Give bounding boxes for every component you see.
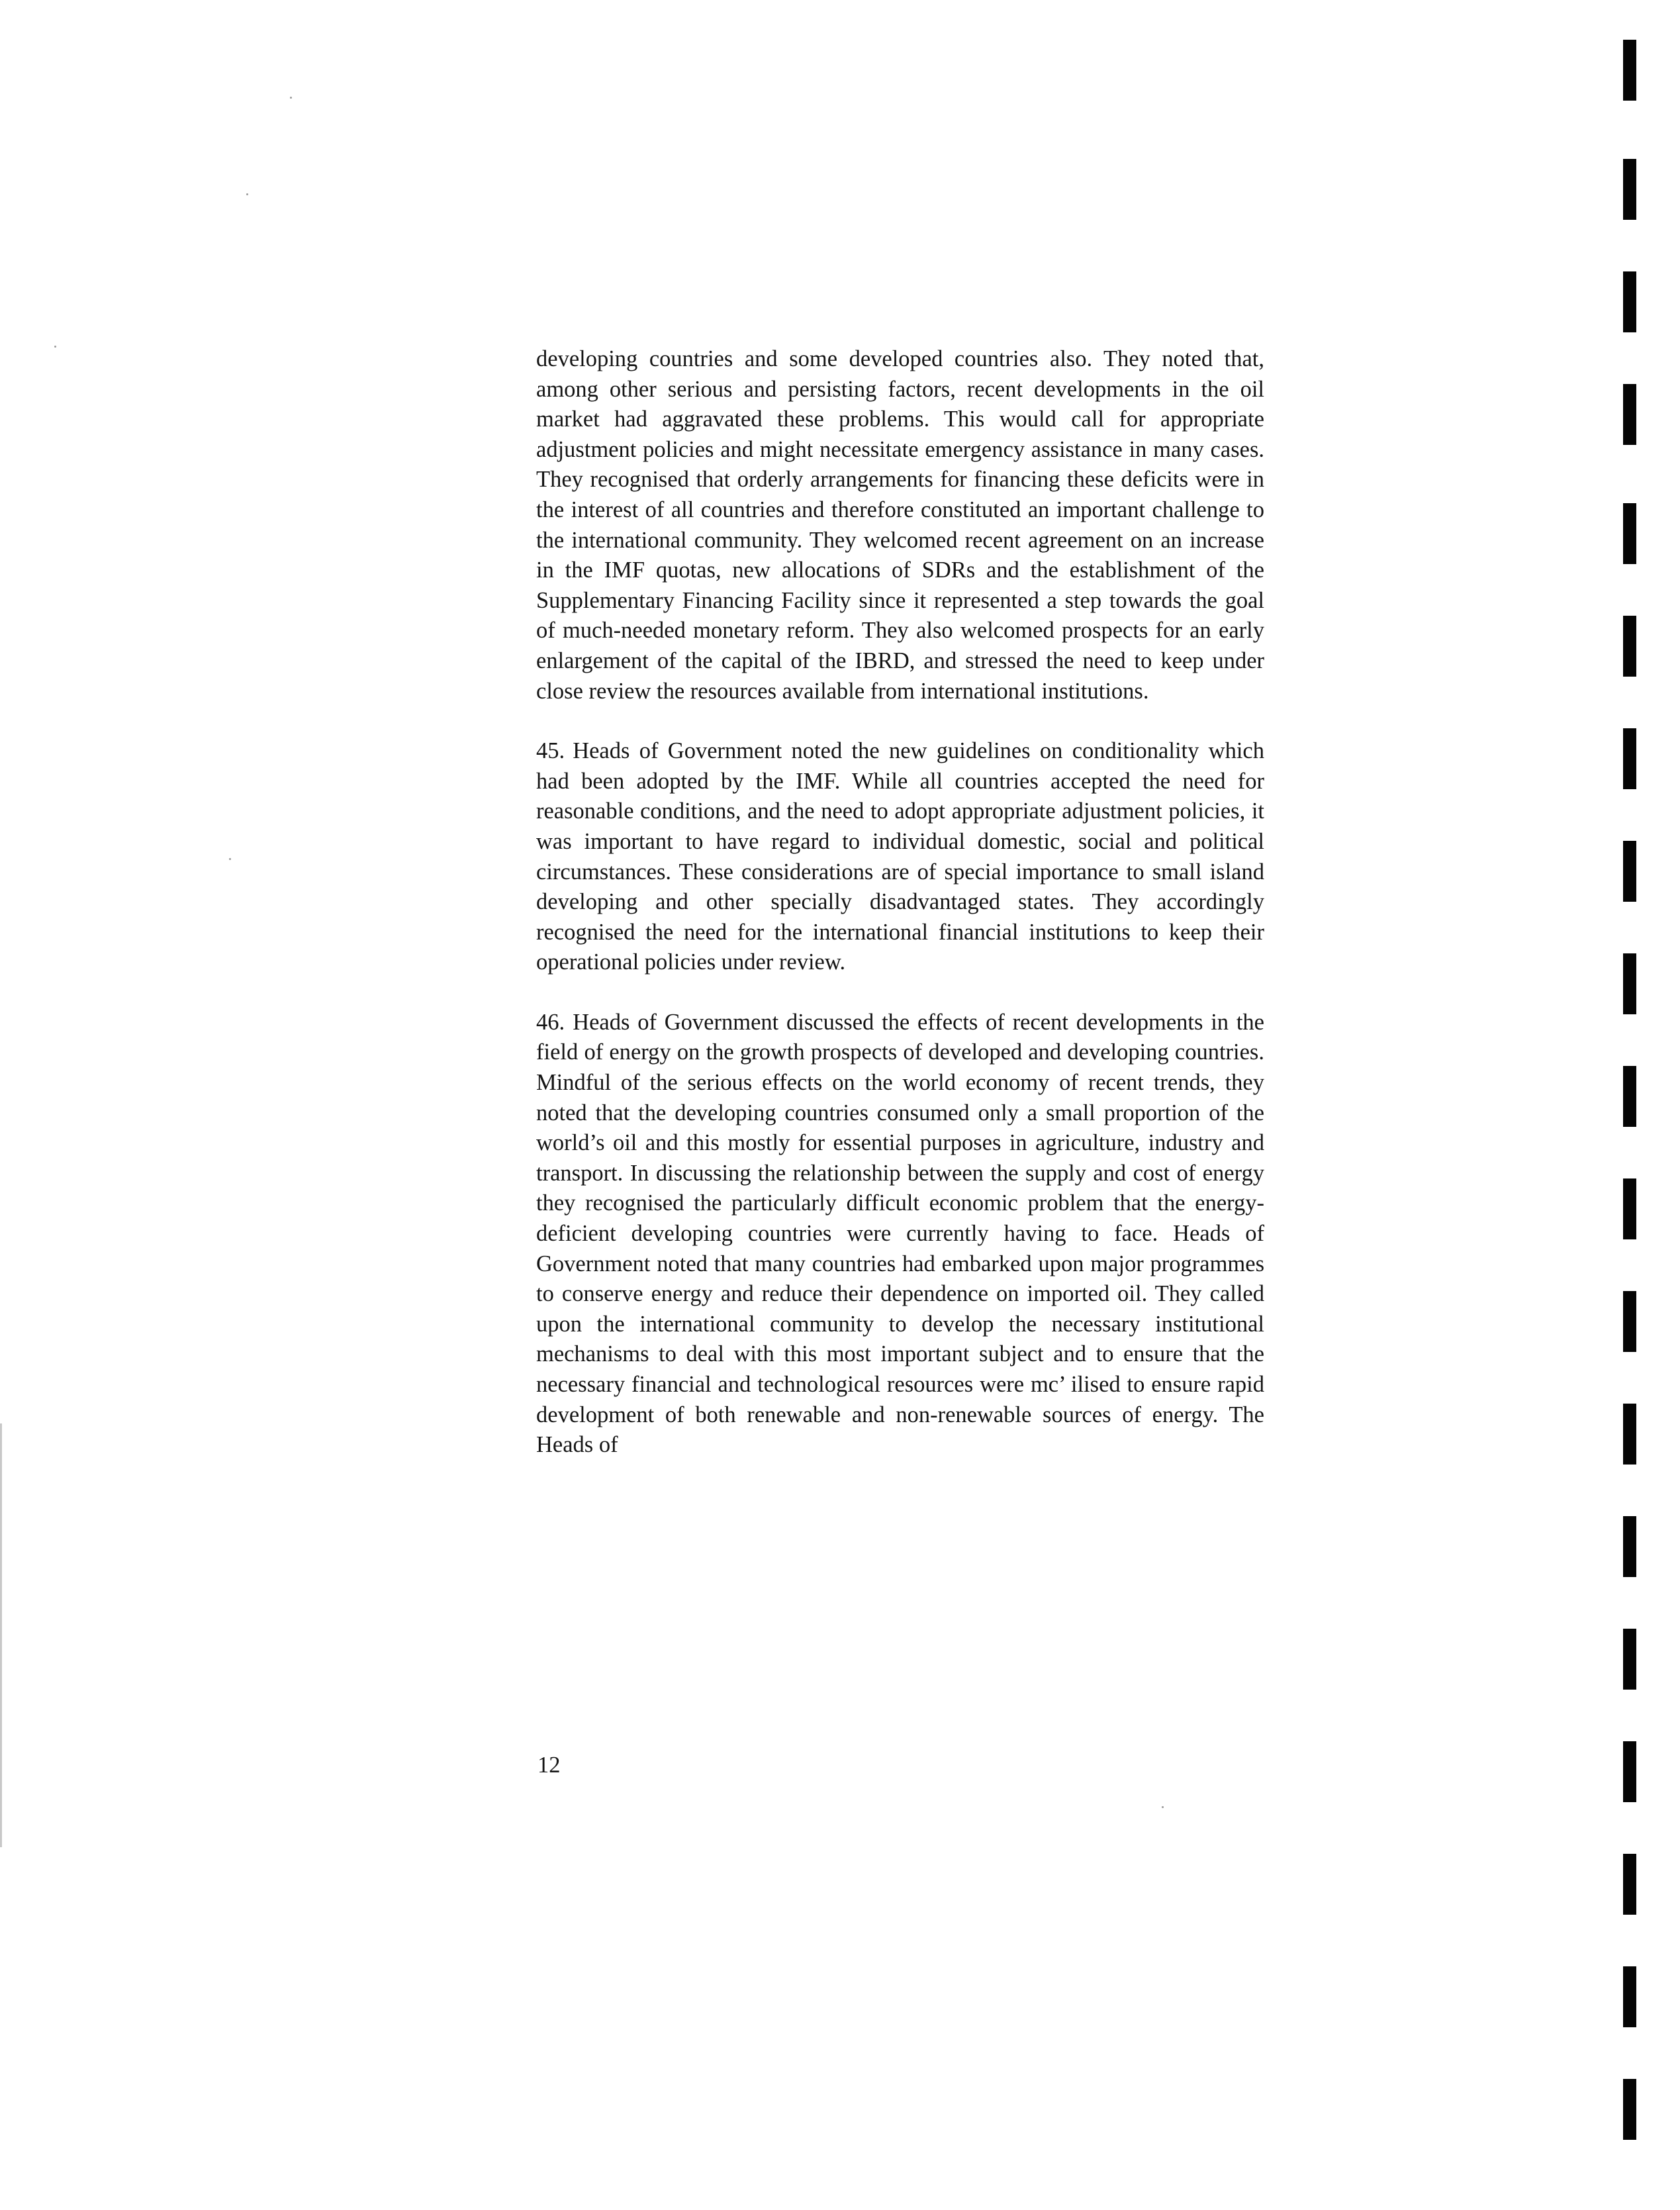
binding-punch-mark xyxy=(1623,1966,1636,2027)
paragraph-continued xyxy=(536,344,1264,706)
binding-punch-mark xyxy=(1623,953,1636,1014)
binding-punch-mark xyxy=(1623,2079,1636,2140)
binding-punch-mark xyxy=(1623,616,1636,677)
paragraph-46 xyxy=(536,1008,1264,1461)
binding-punch-mark xyxy=(1623,1291,1636,1352)
binding-punch-mark xyxy=(1623,1516,1636,1577)
paragraph-text: developing countries and some developed countries also. They noted that, among other serious and persisting factors, recent developments in the oil market had aggravated these problems. This would call for appropriate adjustment policies and might necessitate emergency assistance in many cases. They recognised that orderly arrangements for financing these deficits were in the interest of all countries and therefore constituted an important challenge to the international community. They welcomed recent agreement on an increase in the IMF quotas, new allocations of SDRs and the establishment of the Supplementary Financing Facility since it represented a step towards the goal of much-needed monetary reform. They also welcomed prospects for an early enlargement of the capital of the IBRD, and stressed the need to keep under close review the resources available from international institutions. xyxy=(536,346,1264,704)
binding-punch-mark xyxy=(1623,40,1636,101)
scan-speck xyxy=(246,193,248,195)
paragraph-text: Heads of Government noted the new guidelines on conditionality which had been adopted by the IMF. While all countries accepted the need for reasonable conditions, and the need to adopt appropriate adjustment policies, it was important to have regard to individual domestic, social and political circumstances. These considerations are of special importance to small island developing and other specially disadvantaged states. They accordingly recognised the need for the international financial institutions to keep their operational policies under review. xyxy=(536,738,1264,975)
binding-punch-mark xyxy=(1623,1066,1636,1127)
binding-punch-mark xyxy=(1623,841,1636,902)
binding-punch-mark xyxy=(1623,159,1636,220)
binding-punch-mark xyxy=(1623,503,1636,564)
scan-speck xyxy=(290,97,292,99)
binding-punch-mark xyxy=(1623,1178,1636,1239)
scan-speck xyxy=(1162,1806,1164,1808)
binding-punch-mark xyxy=(1623,1741,1636,1802)
paragraph-45 xyxy=(536,736,1264,978)
paragraph-number: 46. xyxy=(536,1009,565,1035)
binding-punch-mark xyxy=(1623,1404,1636,1465)
body-text xyxy=(536,344,1264,1461)
page-number: 12 xyxy=(537,1753,561,1778)
binding-punch-mark xyxy=(1623,1854,1636,1915)
binding-punch-mark xyxy=(1623,1629,1636,1690)
binding-punch-mark xyxy=(1623,271,1636,332)
scan-speck xyxy=(229,858,231,860)
binding-punch-mark xyxy=(1623,384,1636,445)
paragraph-text: Heads of Government discussed the effects of recent developments in the field of energy on the growth prospects of developed and developing countries. Mindful of the serious effects on the world economy of recent trends, they noted that the developing countries consumed only a small proportion of the world’s oil and this mostly for essential purposes in agriculture, industry and transport. In discussing the relationship between the supply and cost of energy they recognised the particularly difficult economic problem that the energy-deficient developing countries were currently having to face. Heads of Government noted that many countries had embarked upon major programmes to conserve energy and reduce their dependence on imported oil. They called upon the international community to develop the necessary institutional mechanisms to deal with this most important subject and to ensure that the necessary financial and technological resources were mc’ ilised to ensure rapid development of both renewable and non-renewable sources of energy. The Heads of xyxy=(536,1009,1264,1458)
scan-speck xyxy=(54,346,56,348)
binding-punch-mark xyxy=(1623,728,1636,789)
paragraph-number: 45. xyxy=(536,738,565,764)
scan-edge-shadow xyxy=(0,1423,2,1847)
